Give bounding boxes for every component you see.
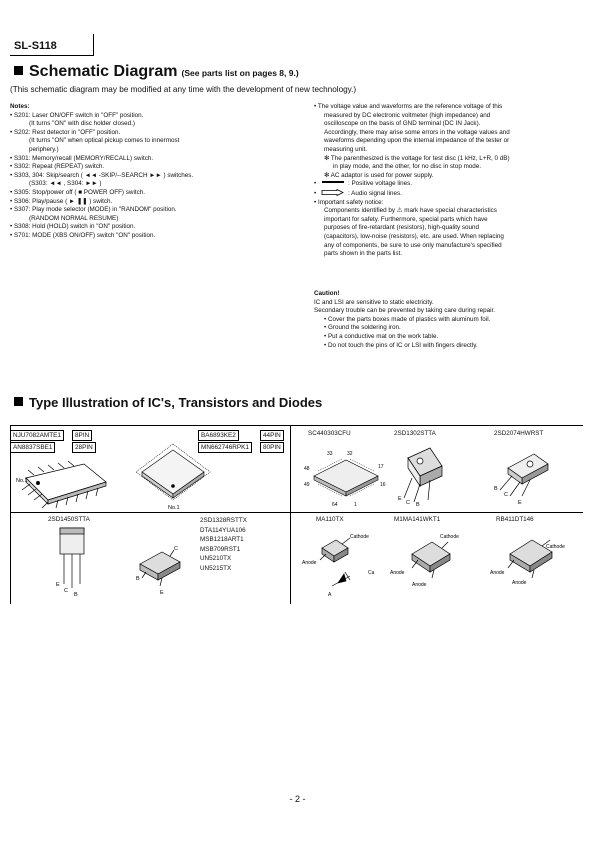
note-line: (It turns "ON" with disc holder closed.) <box>29 120 135 128</box>
pin-label: C <box>406 500 410 506</box>
transistor-smd-drawing <box>126 542 196 598</box>
transistor-list <box>200 516 247 574</box>
pin-label: 16 <box>380 482 386 488</box>
pin1-label: No.1 <box>168 505 180 511</box>
schematic-title: Schematic Diagram <box>29 63 178 80</box>
caution-line: • Cover the parts boxes made of plastics with aluminum foil. <box>324 315 491 323</box>
legend-positive-line: • : Positive voltage lines. <box>314 180 413 188</box>
type-illustration-title: Type Illustration of IC's, Transistors and Diodes <box>29 395 323 410</box>
schematic-subtitle: (This schematic diagram may be modified at any time with the development of new technology.) <box>10 85 357 94</box>
voltage-notes-block <box>314 103 586 259</box>
note-line: • S202: Rest detector in "OFF" position. <box>10 128 121 136</box>
transistor-label: DTA114YUA106 <box>200 526 246 534</box>
note-line: • Important safety notice: <box>314 198 384 206</box>
note-line: important for safety. Furthermore, special parts which have <box>324 215 488 223</box>
audio-arrow-icon <box>321 189 345 196</box>
transistor-label: 2SD1328RSTTX <box>200 517 247 524</box>
note-line: oscilloscope on the basis of GND terminal (DC IN Jack). <box>324 120 481 128</box>
ic-label-box: MN662746RPK1 <box>198 442 252 453</box>
transistor-label: 2SD1302STTA <box>394 430 436 437</box>
note-line: • S302: Repeat (REPEAT) switch. <box>10 163 105 171</box>
pin-label: B <box>74 592 78 598</box>
legend-audio-line: • : Audio signal lines. <box>314 189 402 197</box>
section-title-schematic <box>14 63 299 81</box>
pin-label: 33 <box>327 451 333 457</box>
note-line: : Audio signal lines. <box>347 189 402 197</box>
caution-line: • Put a conductive mat on the work table. <box>324 332 439 340</box>
pin-label: 64 <box>332 502 338 508</box>
ic-pin-box: 80PIN <box>260 442 284 453</box>
qfp-ic-drawing <box>128 438 218 512</box>
diode-array-drawing <box>382 524 478 602</box>
pin-label: 17 <box>378 464 384 470</box>
header-rule <box>10 55 94 56</box>
note-line: : Positive voltage lines. <box>347 180 413 188</box>
pin-label: Ca <box>368 570 375 576</box>
pin-label: E <box>398 496 402 502</box>
pin-label: B <box>416 502 420 508</box>
pin-label: 1 <box>354 502 357 508</box>
diode-label: MA110TX <box>316 516 344 523</box>
notes-block <box>10 103 302 241</box>
pin-label: Anode <box>490 570 505 576</box>
model-number: SL-S118 <box>14 40 57 52</box>
note-line: any of components, be sure to use only manufacture's specified <box>324 241 502 249</box>
note-line: measured by DC electronic voltmeter (high impedance) and <box>324 111 491 119</box>
pin-label: Anode <box>512 580 527 586</box>
transistor-label: UN5215TX <box>200 564 232 572</box>
caution-title: Caution! <box>314 290 340 297</box>
header-rule-vertical <box>93 34 94 56</box>
transistor-power-drawing <box>486 440 566 510</box>
ic-pin-box: 8PIN <box>72 430 92 441</box>
pin-label: E <box>160 590 164 596</box>
pin-label: E <box>518 500 522 506</box>
pin-label: E <box>56 582 60 588</box>
note-line: Components identified by ⚠ mark have special characteristics <box>324 207 497 215</box>
pin-label: 48 <box>304 466 310 472</box>
pin-label: C <box>174 546 178 552</box>
caution-line: IC and LSI are sensitive to static electricity. <box>314 298 434 306</box>
note-line: Accordingly, there may arise some errors in the voltage values and <box>324 128 510 136</box>
positive-line-icon <box>322 181 344 183</box>
ic-label-box: NJU7082AMTE1 <box>10 430 64 441</box>
note-line: (S303: ◄◄ , S304: ►► ) <box>29 180 102 188</box>
component-grid <box>10 425 583 604</box>
pin-label: Anode <box>390 570 405 576</box>
pin-label: A <box>328 592 332 598</box>
note-line: ✻ AC adaptor is used for power supply. <box>324 171 434 179</box>
pin-label: Cathode <box>350 534 369 540</box>
ic-label-box: BA6893KE2 <box>198 430 239 441</box>
note-line: • S306: Play/pause ( ► ❚❚ ) switch. <box>10 197 113 205</box>
ic-label: SC440303CFU <box>308 430 351 437</box>
ic-pin-box: 44PIN <box>260 430 284 441</box>
transistor-to92-front-drawing <box>50 524 100 602</box>
caution-block <box>314 290 586 350</box>
note-line: (It turns "ON" when optical pickup comes to innermost <box>29 137 180 145</box>
note-line: periphery.) <box>29 145 59 153</box>
transistor-label: MSB709RST1 <box>200 545 241 553</box>
note-line: in play mode, and the other, for no disc in stop mode. <box>333 163 482 171</box>
note-line: • S307: Play mode selector (MODE) in "RANDOM" position. <box>10 206 177 214</box>
pin-label: B <box>136 576 140 582</box>
note-line: ✻ The parenthesized is the voltage for test disc (1 kHz, L+R, 0 dB) <box>324 154 510 162</box>
pin-label: Anode <box>302 560 317 566</box>
bullet-square-icon <box>14 66 23 75</box>
qfp64-ic-drawing <box>292 440 392 510</box>
page-number: - 2 - <box>289 794 306 804</box>
pin-label: 49 <box>304 482 310 488</box>
transistor-label: 2SD1450STTA <box>48 516 90 523</box>
section-title-type-illustration <box>14 395 322 410</box>
caution-line: Secondary trouble can be prevented by taking care during repair. <box>314 307 495 315</box>
note-line: (capacitors), low-noise (resistors), etc. are used. When replacing <box>324 232 504 240</box>
note-line: parts shown in the parts list. <box>324 250 403 258</box>
schematic-title-note: (See parts list on pages 8, 9.) <box>181 68 299 78</box>
pin-label: Anode <box>412 582 427 588</box>
note-line: • The voltage value and waveforms are the reference voltage of this <box>314 103 503 110</box>
note-line: • S308: Hold (HOLD) switch in "ON" position. <box>10 223 136 231</box>
pin-label: C <box>504 492 508 498</box>
ic-label-box: AN8837SBE1 <box>10 442 55 453</box>
note-line: • S305: Stop/power off ( ■ POWER OFF) switch. <box>10 188 146 196</box>
diode-label: M1MA141WKT1 <box>394 516 441 523</box>
note-line: measuring unit. <box>324 145 368 153</box>
note-line: waveforms depending upon the internal impedance of the tester or <box>324 137 510 145</box>
diode-label: RB411DT146 <box>496 516 534 523</box>
caution-line: • Do not touch the pins of IC or LSI with fingers directly. <box>324 341 478 349</box>
transistor-to92-drawing <box>388 440 462 510</box>
pin-label: Cathode <box>546 544 565 550</box>
diode-smd-drawing <box>292 524 388 602</box>
note-line: • S701: MODE (XBS ON/OFF) switch "ON" position. <box>10 231 156 239</box>
grid-divider <box>290 426 291 604</box>
transistor-label: UN5210TX <box>200 555 232 563</box>
note-line: • S301: Memory/recall (MEMORY/RECALL) switch. <box>10 154 154 162</box>
pin-label: C <box>64 588 68 594</box>
pin-label: 32 <box>347 451 353 457</box>
pin1-label: No.1 <box>16 478 28 484</box>
note-line: (RANDOM NORMAL RESUME) <box>29 214 119 222</box>
caution-line: • Ground the soldering iron. <box>324 324 401 332</box>
bullet-square-icon <box>14 397 23 406</box>
note-line: • S201: Laser ON/OFF switch in "OFF" position. <box>10 111 144 119</box>
pin-label: Cathode <box>440 534 459 540</box>
notes-title: Notes: <box>10 103 30 110</box>
transistor-label: 2SD2074HWRST <box>494 430 544 437</box>
diode-smd2-drawing <box>480 524 580 602</box>
note-line: purposes of fire-retardant (resistors), high-quality sound <box>324 224 480 232</box>
ic-pin-box: 28PIN <box>72 442 96 453</box>
note-line: • S303, 304: Skip/search ( ◄◄ -SKIP/--SEARCH ►► ) switches. <box>10 171 194 179</box>
pin-label: B <box>494 486 498 492</box>
transistor-label: MSB1218ART1 <box>200 536 244 544</box>
sop-ic-drawing <box>14 456 114 512</box>
grid-divider <box>10 512 583 513</box>
